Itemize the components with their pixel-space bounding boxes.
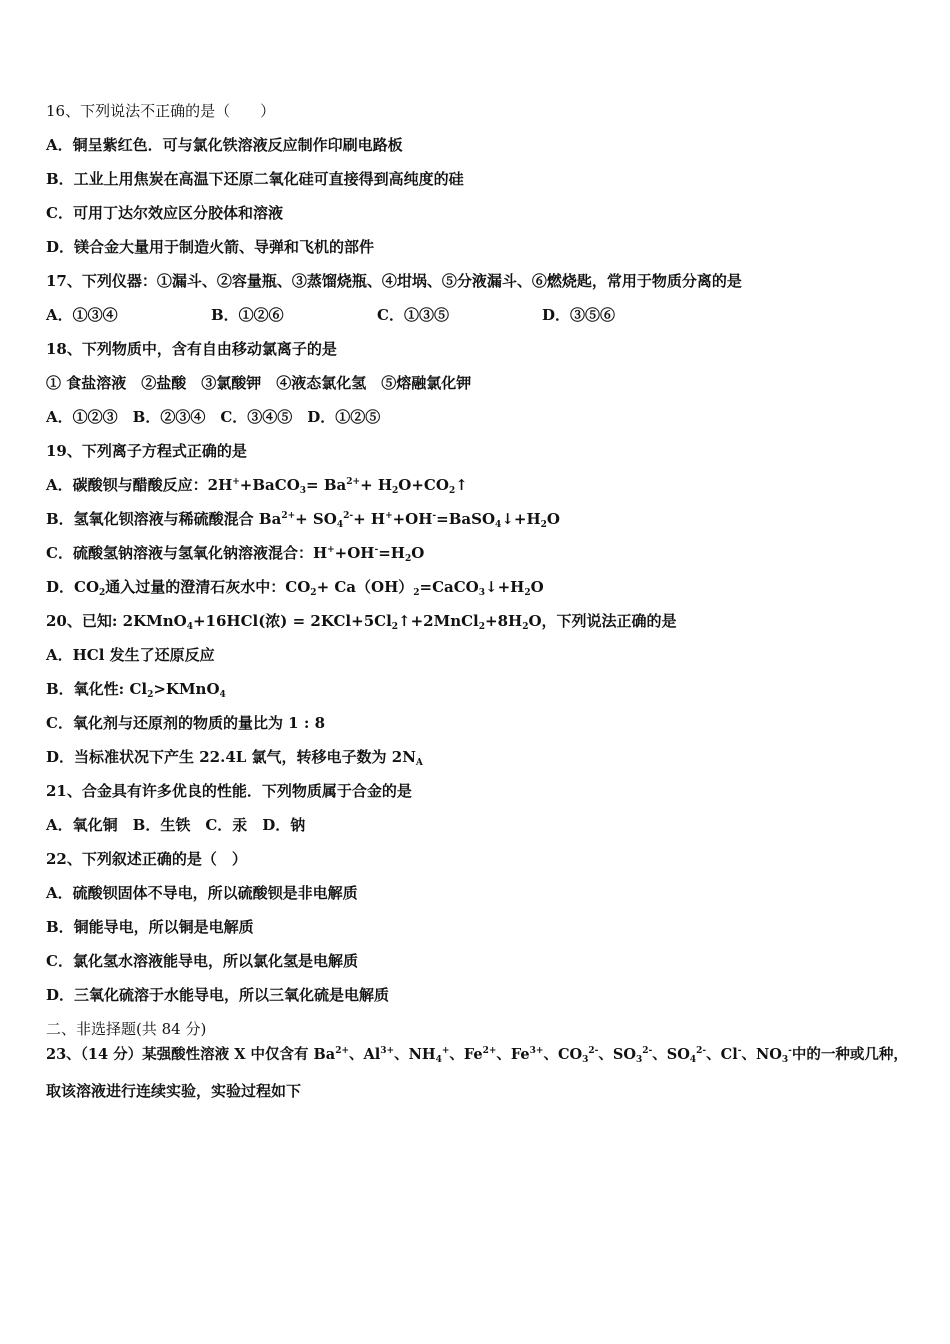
q21-stem: 21、合金具有许多优良的性能．下列物质属于合金的是 xyxy=(46,782,412,800)
q20-option-c: C．氧化剂与还原剂的物质的量比为 1 : 8 xyxy=(46,714,326,732)
q16-option-d: D．镁合金大量用于制造火箭、导弹和飞机的部件 xyxy=(46,238,375,256)
q16-option-b: B．工业上用焦炭在高温下还原二氧化硅可直接得到高纯度的硅 xyxy=(46,170,464,188)
q22-stem: 22、下列叙述正确的是（ ） xyxy=(46,850,247,868)
q19-option-d: D．$CO_2$通入过量的澄清石灰水中：$CO_2+$ $Ca(OH)_2=CaCO_3↓+H_2O$ xyxy=(46,578,544,598)
q18-options: A．①②③ B．②③④ C．③④⑤ D．①②⑤ xyxy=(46,408,381,426)
q22-option-c: C．氯化氢水溶液能导电，所以氯化氢是电解质 xyxy=(46,952,358,970)
q16-option-c: C．可用丁达尔效应区分胶体和溶液 xyxy=(46,204,283,222)
section-title: 二、非选择题(共 84 分) xyxy=(46,1020,207,1038)
q20-option-d: D．当标准状况下产生 22.4L 氯气，转移电子数为 $2N_A$ xyxy=(46,748,423,768)
q17-option-b: B．①②⑥ xyxy=(211,306,284,324)
q20-stem: 20、已知: 2KMnO$_4$+16HCl(浓) = $2KCl+5Cl_2↑+2MnCl_2+8H_2O$，下列说法正确的是 xyxy=(46,612,677,632)
q19-option-a: A．碳酸钡与醋酸反应：2H++BaCO$_3$= $Ba^{2+}+$ $H_2O+CO_2↑$ xyxy=(46,476,468,496)
q16-option-a: A．铜呈紫红色．可与氯化铁溶液反应制作印刷电路板 xyxy=(46,136,403,154)
q21-options: A．氧化铜 B．生铁 C．汞 D．钠 xyxy=(46,816,306,834)
q19-option-c: C．硫酸氢钠溶液与氢氧化钠溶液混合：$H^++OH^-=H_2O$ xyxy=(46,544,425,564)
q22-option-a: A．硫酸钡固体不导电，所以硫酸钡是非电解质 xyxy=(46,884,358,902)
q23-stem-continued: 取该溶液进行连续实验，实验过程如下 xyxy=(46,1082,302,1100)
q17-option-c: C．①③⑤ xyxy=(377,306,449,324)
q17-option-a: A．①③④ xyxy=(46,306,118,324)
q16-stem: 16、下列说法不正确的是（ ） xyxy=(46,102,276,120)
q17-stem: 17、下列仪器：①漏斗、②容量瓶、③蒸馏烧瓶、④坩埚、⑤分液漏斗、⑥燃烧匙，常用于物质分离的是 xyxy=(46,272,742,290)
q18-items: ① 食盐溶液 ②盐酸 ③氯酸钾 ④液态氯化氢 ⑤熔融氯化钾 xyxy=(46,374,472,392)
q20-option-a: A．HCl 发生了还原反应 xyxy=(46,646,215,664)
q22-option-d: D．三氧化硫溶于水能导电，所以三氧化硫是电解质 xyxy=(46,986,390,1004)
q19-stem: 19、下列离子方程式正确的是 xyxy=(46,442,247,460)
q23-stem: 23、（14 分）某强酸性溶液 X 中仅含有 $Ba^{2+}$、$Al^{3+}$、$NH_4^+$、$Fe^{2+}$、$Fe^{3+}$、$CO_3^{2-}$、$SO_3^{2-}$、$SO_4^{2-}$、Cl-、$NO_3^-$中的一种或几种， xyxy=(46,1046,908,1065)
q20-option-b: B．氧化性: $Cl_2>KMnO_4$ xyxy=(46,680,226,700)
q19-option-b: B．氢氧化钡溶液与稀硫酸混合 $Ba^{2+}+ SO_4^{2-}+$ $H^++OH^-=BaSO_4↓+H_2O$ xyxy=(46,510,560,530)
q22-option-b: B．铜能导电，所以铜是电解质 xyxy=(46,918,254,936)
q18-stem: 18、下列物质中，含有自由移动氯离子的是 xyxy=(46,340,337,358)
q17-option-d: D．③⑤⑥ xyxy=(542,306,616,324)
